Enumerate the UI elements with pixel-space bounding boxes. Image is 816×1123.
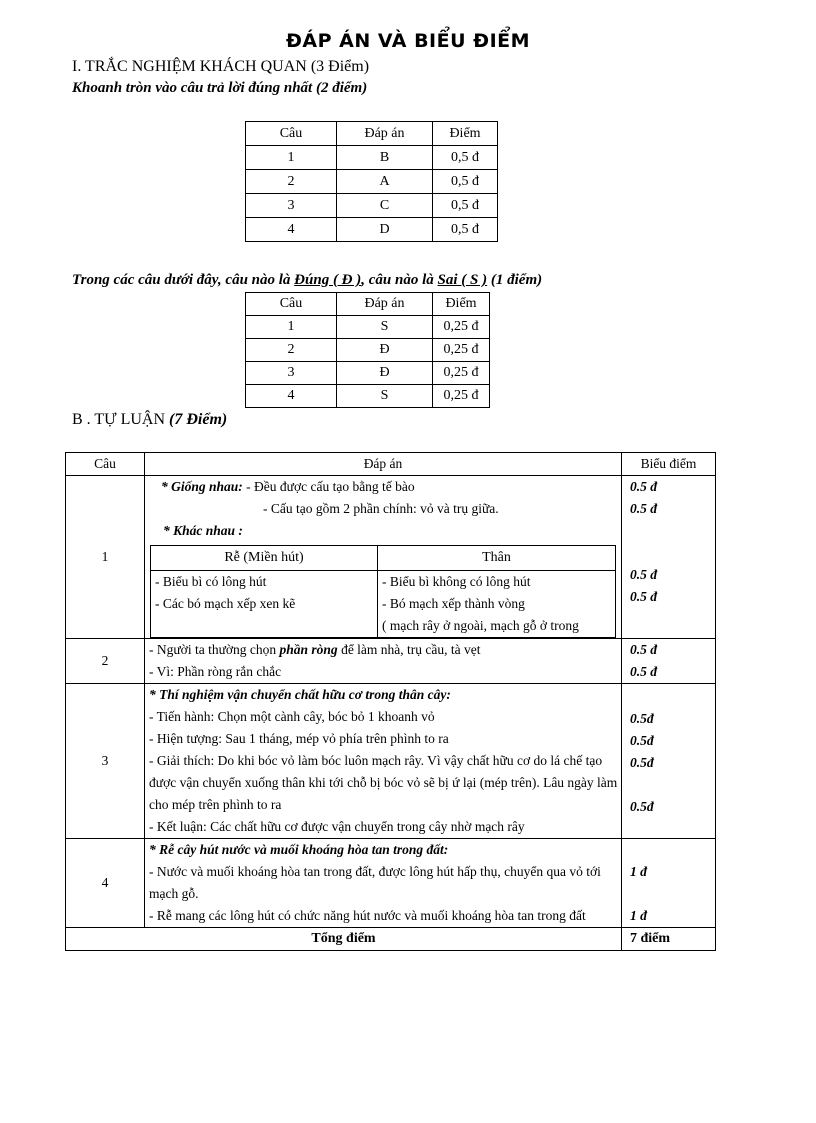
cell: 4 [246, 218, 337, 242]
cell: 0,25 đ [433, 385, 490, 408]
q3-line-1: - Tiến hành: Chọn một cành cây, bóc bỏ 1 khoanh vỏ [149, 709, 435, 724]
q3-line-2: - Hiện tượng: Sau 1 tháng, mép vỏ phía trên phình to ra [149, 731, 449, 746]
points-value: 1 đ [630, 864, 647, 879]
q3-title: * Thí nghiệm vận chuyển chất hữu cơ trong thân cây: [149, 687, 451, 702]
q2-line-2: - Vì: Phần ròng rắn chắc [149, 664, 282, 679]
essay-answer-table [65, 452, 716, 951]
sub2-text-a: Trong các câu dưới đây, câu nào là [72, 272, 291, 288]
points-value: 0.5đ [630, 733, 654, 748]
section-1-title: I. TRẮC NGHIỆM KHÁCH QUAN [72, 58, 307, 75]
section-2-points: (7 Điểm) [169, 411, 228, 428]
q2-line-1 [145, 639, 621, 661]
page-title: ĐÁP ÁN VÀ BIỂU ĐIỂM [285, 30, 531, 52]
points-value: 1 đ [630, 908, 647, 923]
points-value: 0.5 đ [630, 479, 657, 494]
subsection-1-heading: Khoanh tròn vào câu trả lời đúng nhất (2 điểm) [72, 80, 368, 96]
sub2-text-c: , câu nào là [361, 272, 434, 288]
cell: S [337, 316, 433, 339]
table-row [246, 218, 498, 242]
q4-line-1: - Nước và muối khoáng hòa tan trong đất, được lông hút hấp thụ, chuyển qua vỏ tới mạch gỗ. [149, 864, 601, 901]
table-header-row [246, 122, 498, 146]
sub2-true-label: Đúng ( Đ ) [294, 272, 362, 288]
section-1-points: (3 Điểm) [310, 58, 370, 75]
points-value: 0.5 đ [630, 501, 657, 516]
cell: 0,5 đ [433, 170, 498, 194]
question-row-2 [66, 639, 716, 684]
question-row-3 [66, 684, 716, 839]
cell: 1 [246, 146, 337, 170]
header-cell: Đáp án [337, 122, 433, 146]
points-value: 0.5 đ [630, 567, 657, 582]
answer-cell [145, 839, 622, 928]
cell: Đ [337, 339, 433, 362]
points-value: 0.5 đ [630, 589, 657, 604]
points-value: 0.5đ [630, 755, 654, 770]
question-row-4 [66, 839, 716, 928]
total-row [66, 928, 716, 951]
q2-text-a: - Người ta thường chọn [149, 642, 277, 657]
answer-cell [145, 684, 622, 839]
total-label: Tổng điểm [66, 928, 622, 951]
q4-line-2: - Rễ mang các lông hút có chức năng hút nước và muối khoáng hòa tan trong đất [149, 908, 586, 923]
points-cell [622, 684, 716, 839]
table-row [246, 316, 490, 339]
header-cell: Câu [246, 293, 337, 316]
q2-text-c: để làm nhà, trụ cầu, tà vẹt [341, 642, 481, 657]
q2-keyword: phần ròng [279, 642, 338, 657]
subsection-2-heading [72, 272, 542, 289]
points-cell [622, 639, 716, 684]
root-point-2: - Các bó mạch xếp xen kẽ [155, 596, 296, 611]
cell: 0,5 đ [433, 218, 498, 242]
table-row [246, 146, 498, 170]
question-number: 4 [66, 839, 145, 928]
answer-cell [145, 639, 622, 684]
sub2-false-label: Sai ( S ) [437, 272, 488, 288]
cell: 2 [246, 170, 337, 194]
table-row [246, 339, 490, 362]
comparison-table [150, 545, 616, 638]
similarity-line-1 [145, 476, 621, 498]
section-1-heading [72, 58, 369, 76]
points-value: 0.5đ [630, 799, 654, 814]
cell: 0,5 đ [433, 194, 498, 218]
similarity-line-2: - Cấu tạo gồm 2 phần chính: vỏ và trụ giữa. [263, 501, 499, 516]
answer-table-2 [245, 292, 490, 408]
question-number: 2 [66, 639, 145, 684]
points-value: 0.5đ [630, 711, 654, 726]
cell: 3 [246, 194, 337, 218]
stem-point-2: - Bó mạch xếp thành vòng [382, 596, 525, 611]
table-row [246, 385, 490, 408]
q4-title: * Rễ cây hút nước và muối khoáng hòa tan trong đất: [149, 842, 449, 857]
sub2-points: (1 điểm) [490, 272, 543, 288]
cell: B [337, 146, 433, 170]
cell: 1 [246, 316, 337, 339]
points-value: 0.5 đ [630, 664, 657, 679]
cell: A [337, 170, 433, 194]
root-header: Rễ (Miền hút) [151, 546, 378, 571]
root-point-1: - Biểu bì có lông hút [155, 574, 267, 589]
cell: S [337, 385, 433, 408]
stem-point-1: - Biểu bì không có lông hút [382, 574, 531, 589]
q3-line-3: - Giải thích: Do khi bóc vỏ làm bóc luôn mạch rây. Vì vậy chất hữu cơ do lá chế tạo được vận chuyển xuống thân khi tới chỗ bị bóc vỏ sẽ bị ứ lại (mép trên). Lâu ngày làm cho mép trên phình to ra [149, 753, 618, 812]
cell: 0,25 đ [433, 316, 490, 339]
header-cell: Câu [246, 122, 337, 146]
header-cell: Đáp án [337, 293, 433, 316]
difference-label: * Khác nhau : [163, 523, 243, 538]
header-cell: Điểm [433, 293, 490, 316]
header-cell: Biểu điểm [622, 453, 716, 476]
similarity-label: * Giống nhau: [161, 479, 243, 494]
answer-cell [145, 476, 622, 639]
header-cell: Điểm [433, 122, 498, 146]
points-cell [622, 476, 716, 639]
header-cell: Đáp án [145, 453, 622, 476]
total-value: 7 điểm [622, 928, 716, 951]
question-row-1 [66, 476, 716, 639]
section-2-title: B . TỰ LUẬN [72, 411, 166, 428]
points-cell [622, 839, 716, 928]
cell: D [337, 218, 433, 242]
cell: 2 [246, 339, 337, 362]
question-number: 3 [66, 684, 145, 839]
table-row [246, 362, 490, 385]
table-row [246, 194, 498, 218]
comparison-header-row [151, 546, 616, 571]
table-header-row [246, 293, 490, 316]
cell: 3 [246, 362, 337, 385]
comparison-row [151, 571, 616, 638]
q3-line-4: - Kết luận: Các chất hữu cơ được vận chuyển trong cây nhờ mạch rây [149, 819, 525, 834]
cell: 4 [246, 385, 337, 408]
header-cell: Câu [66, 453, 145, 476]
question-number: 1 [66, 476, 145, 639]
root-cell [151, 571, 378, 638]
points-value: 0.5 đ [630, 642, 657, 657]
cell: 0,5 đ [433, 146, 498, 170]
cell: Đ [337, 362, 433, 385]
table-header-row [66, 453, 716, 476]
table-row [246, 170, 498, 194]
stem-point-3: ( mạch rây ở ngoài, mạch gỗ ở trong [382, 618, 579, 633]
cell: 0,25 đ [433, 339, 490, 362]
stem-cell [378, 571, 616, 638]
section-2-heading [72, 411, 227, 429]
cell: C [337, 194, 433, 218]
answer-table-1 [245, 121, 498, 242]
similarity-text-1: - Đều được cấu tạo bằng tế bào [246, 479, 415, 494]
stem-header: Thân [378, 546, 616, 571]
cell: 0,25 đ [433, 362, 490, 385]
